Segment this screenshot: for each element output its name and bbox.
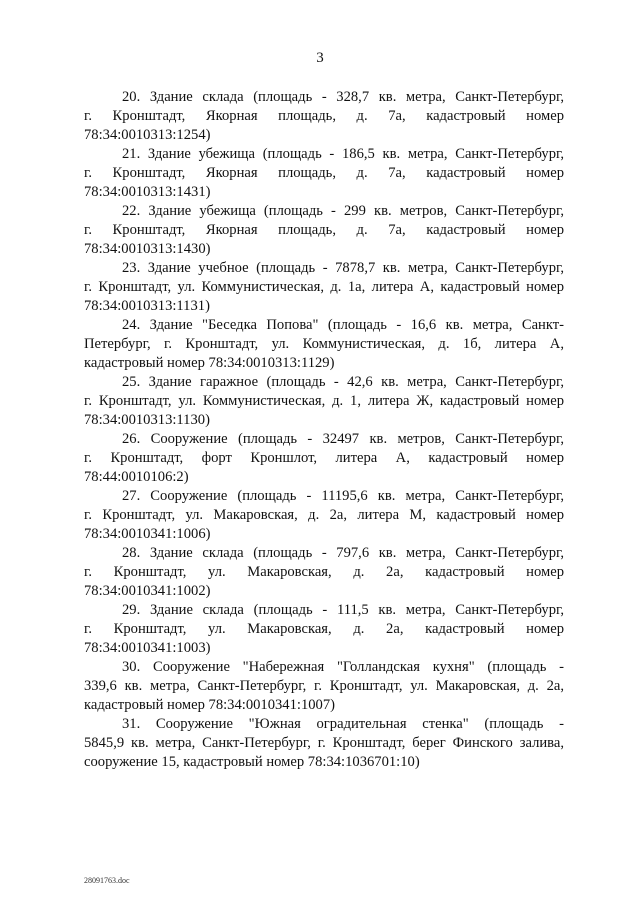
item-line: 23. Здание учебное (площадь - 7878,7 кв. метра, Санкт-Петербург, [122, 260, 564, 276]
list-item [84, 715, 564, 772]
item-line: 78:34:0010341:1003) [84, 640, 211, 656]
item-line: г. Кронштадт, ул. Коммунистическая, д. 1а, литера А, кадастровый номер [84, 279, 564, 295]
list-item [84, 145, 564, 202]
list-item [84, 202, 564, 259]
item-line: 28. Здание склада (площадь - 797,6 кв. метра, Санкт-Петербург, [122, 545, 564, 561]
list-item [84, 487, 564, 544]
item-line: 78:34:0010313:1130) [84, 412, 210, 428]
item-line: 78:34:0010313:1431) [84, 184, 211, 200]
item-line: 339,6 кв. метра, Санкт-Петербург, г. Кронштадт, ул. Макаровская, д. 2а, [84, 678, 564, 694]
document-body [84, 88, 564, 772]
footer-filename: 28091763.doc [84, 876, 130, 885]
list-item [84, 430, 564, 487]
item-line: 78:34:0010341:1002) [84, 583, 211, 599]
item-line: 30. Сооружение "Набережная "Голландская кухня" (площадь - [122, 659, 564, 675]
item-line: г. Кронштадт, ул. Макаровская, д. 2а, литера М, кадастровый номер [84, 507, 564, 523]
item-line: 29. Здание склада (площадь - 111,5 кв. метра, Санкт-Петербург, [122, 602, 564, 618]
item-line: 26. Сооружение (площадь - 32497 кв. метров, Санкт-Петербург, [122, 431, 564, 447]
item-line: сооружение 15, кадастровый номер 78:34:1036701:10) [84, 754, 420, 770]
item-line: 78:44:0010106:2) [84, 469, 189, 485]
item-line: г. Кронштадт, ул. Коммунистическая, д. 1, литера Ж, кадастровый номер [84, 393, 564, 409]
item-line: г. Кронштадт, форт Кроншлот, литера А, кадастровый номер [84, 450, 564, 466]
item-line: 20. Здание склада (площадь - 328,7 кв. метра, Санкт-Петербург, [122, 89, 564, 105]
list-item [84, 601, 564, 658]
item-line: г. Кронштадт, ул. Макаровская, д. 2а, кадастровый номер [84, 564, 564, 580]
item-line: 25. Здание гаражное (площадь - 42,6 кв. метра, Санкт-Петербург, [122, 374, 564, 390]
item-line: 5845,9 кв. метра, Санкт-Петербург, г. Кронштадт, берег Финского залива, [84, 735, 564, 751]
item-line: 78:34:0010341:1006) [84, 526, 211, 542]
item-line: кадастровый номер 78:34:0010313:1129) [84, 355, 335, 371]
item-line: 24. Здание "Беседка Попова" (площадь - 16,6 кв. метра, Санкт- [122, 317, 564, 333]
item-line: 78:34:0010313:1131) [84, 298, 210, 314]
list-item [84, 658, 564, 715]
item-line: г. Кронштадт, ул. Макаровская, д. 2а, кадастровый номер [84, 621, 564, 637]
list-item [84, 544, 564, 601]
list-item [84, 316, 564, 373]
item-line: 22. Здание убежища (площадь - 299 кв. метров, Санкт-Петербург, [122, 203, 564, 219]
page-number: 3 [316, 50, 324, 66]
item-line: кадастровый номер 78:34:0010341:1007) [84, 697, 335, 713]
item-line: 21. Здание убежища (площадь - 186,5 кв. метра, Санкт-Петербург, [122, 146, 564, 162]
list-item [84, 259, 564, 316]
item-line: г. Кронштадт, Якорная площадь, д. 7а, кадастровый номер [84, 222, 564, 238]
item-line: Петербург, г. Кронштадт, ул. Коммунистическая, д. 1б, литера А, [84, 336, 564, 352]
list-item [84, 373, 564, 430]
item-line: г. Кронштадт, Якорная площадь, д. 7а, кадастровый номер [84, 165, 564, 181]
list-item [84, 88, 564, 145]
item-line: 78:34:0010313:1430) [84, 241, 211, 257]
item-line: 27. Сооружение (площадь - 11195,6 кв. метра, Санкт-Петербург, [122, 488, 564, 504]
item-line: г. Кронштадт, Якорная площадь, д. 7а, кадастровый номер [84, 108, 564, 124]
item-line: 78:34:0010313:1254) [84, 127, 211, 143]
item-line: 31. Сооружение "Южная оградительная стенка" (площадь - [122, 716, 564, 732]
